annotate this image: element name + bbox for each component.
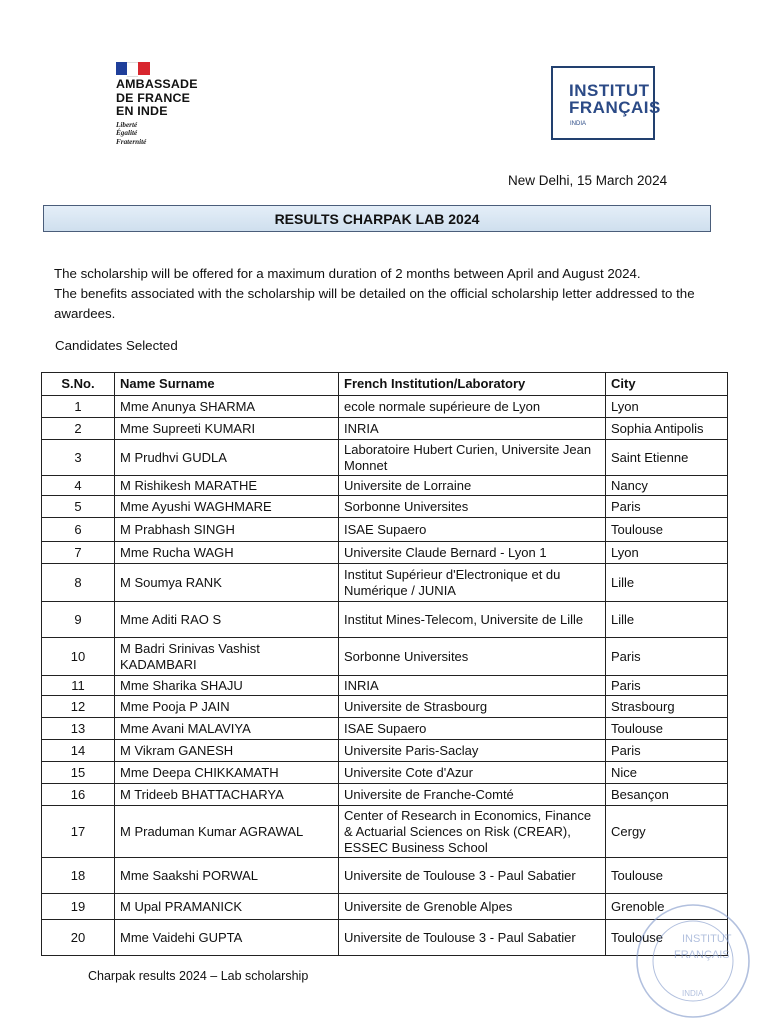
cell-city: Lyon — [606, 542, 728, 564]
cell-institution: INRIA — [339, 676, 606, 696]
cell-sno: 20 — [42, 920, 115, 956]
cell-name: M Badri Srinivas Vashist KADAMBARI — [115, 638, 339, 676]
cell-sno: 1 — [42, 396, 115, 418]
cell-institution: Universite Cote d'Azur — [339, 762, 606, 784]
cell-name: Mme Pooja P JAIN — [115, 696, 339, 718]
cell-name: M Vikram GANESH — [115, 740, 339, 762]
cell-institution: Universite Claude Bernard - Lyon 1 — [339, 542, 606, 564]
header-institution: French Institution/Laboratory — [339, 373, 606, 396]
cell-institution: Universite de Grenoble Alpes — [339, 894, 606, 920]
cell-city: Sophia Antipolis — [606, 418, 728, 440]
results-table — [41, 372, 728, 956]
cell-name: M Praduman Kumar AGRAWAL — [115, 806, 339, 858]
cell-city: Lille — [606, 564, 728, 602]
cell-sno: 17 — [42, 806, 115, 858]
cell-city: Saint Etienne — [606, 440, 728, 476]
embassy-name — [116, 78, 198, 119]
svg-text:FRANÇAIS: FRANÇAIS — [674, 949, 730, 961]
cell-city: Strasbourg — [606, 696, 728, 718]
cell-sno: 2 — [42, 418, 115, 440]
cell-city: Nancy — [606, 476, 728, 496]
table-row — [42, 496, 728, 518]
table-row — [42, 894, 728, 920]
page-title: RESULTS CHARPAK LAB 2024 — [274, 210, 480, 227]
cell-institution: Institut Supérieur d'Electronique et du Numérique / JUNIA — [339, 564, 606, 602]
table-row — [42, 920, 728, 956]
embassy-name-line: EN INDE — [116, 104, 168, 118]
header-name: Name Surname — [115, 373, 339, 396]
table-row — [42, 762, 728, 784]
cell-name: Mme Avani MALAVIYA — [115, 718, 339, 740]
cell-name: M Prabhash SINGH — [115, 518, 339, 542]
cell-name: Mme Rucha WAGH — [115, 542, 339, 564]
table-row — [42, 696, 728, 718]
svg-text:INDIA: INDIA — [682, 989, 704, 998]
table-row — [42, 518, 728, 542]
cell-sno: 11 — [42, 676, 115, 696]
footer-text: Charpak results 2024 – Lab scholarship — [88, 969, 309, 983]
cell-name: Mme Vaidehi GUPTA — [115, 920, 339, 956]
table-row — [42, 476, 728, 496]
table-row — [42, 638, 728, 676]
cell-sno: 12 — [42, 696, 115, 718]
cell-sno: 5 — [42, 496, 115, 518]
cell-sno: 8 — [42, 564, 115, 602]
header-sno: S.No. — [42, 373, 115, 396]
motto-line: Liberté — [116, 120, 138, 129]
cell-sno: 18 — [42, 858, 115, 894]
cell-city: Nice — [606, 762, 728, 784]
cell-institution: ecole normale supérieure de Lyon — [339, 396, 606, 418]
cell-institution: Institut Mines-Telecom, Universite de Lille — [339, 602, 606, 638]
cell-institution: Laboratoire Hubert Curien, Universite Jean Monnet — [339, 440, 606, 476]
cell-institution: ISAE Supaero — [339, 718, 606, 740]
institut-francais-logo — [551, 66, 661, 140]
document-date: New Delhi, 15 March 2024 — [508, 173, 668, 188]
title-banner — [43, 205, 711, 232]
table-row — [42, 396, 728, 418]
cell-name: M Prudhvi GUDLA — [115, 440, 339, 476]
motto-line: Égalité — [116, 129, 138, 138]
cell-city: Besançon — [606, 784, 728, 806]
cell-name: M Soumya RANK — [115, 564, 339, 602]
cell-institution: Sorbonne Universites — [339, 638, 606, 676]
cell-name: M Rishikesh MARATHE — [115, 476, 339, 496]
french-flag-icon — [116, 62, 150, 75]
cell-sno: 7 — [42, 542, 115, 564]
cell-sno: 3 — [42, 440, 115, 476]
cell-institution: Universite de Toulouse 3 - Paul Sabatier — [339, 858, 606, 894]
cell-name: Mme Anunya SHARMA — [115, 396, 339, 418]
embassy-name-line: AMBASSADE — [116, 77, 198, 91]
cell-sno: 15 — [42, 762, 115, 784]
table-row — [42, 564, 728, 602]
cell-institution: Sorbonne Universites — [339, 496, 606, 518]
cell-sno: 14 — [42, 740, 115, 762]
institut-stamp-seal — [630, 898, 756, 1024]
cell-institution: INRIA — [339, 418, 606, 440]
embassy-motto — [116, 121, 198, 147]
cell-city: Paris — [606, 676, 728, 696]
table-row — [42, 784, 728, 806]
cell-institution: Universite de Strasbourg — [339, 696, 606, 718]
cell-sno: 9 — [42, 602, 115, 638]
cell-name: Mme Supreeti KUMARI — [115, 418, 339, 440]
cell-city: Lyon — [606, 396, 728, 418]
cell-sno: 6 — [42, 518, 115, 542]
cell-sno: 19 — [42, 894, 115, 920]
intro-paragraph: The benefits associated with the scholarship will be detailed on the official scholarship letter addressed to the awardees. — [54, 286, 695, 321]
table-header-row — [42, 373, 728, 396]
cell-city: Paris — [606, 740, 728, 762]
cell-institution: Universite de Lorraine — [339, 476, 606, 496]
cell-name: Mme Aditi RAO S — [115, 602, 339, 638]
table-row — [42, 602, 728, 638]
section-subheading: Candidates Selected — [55, 338, 178, 353]
table-row — [42, 418, 728, 440]
institut-logo-line3: INDIA — [570, 121, 587, 127]
cell-city: Toulouse — [606, 718, 728, 740]
cell-city: Paris — [606, 496, 728, 518]
cell-institution: Universite Paris-Saclay — [339, 740, 606, 762]
cell-name: Mme Sharika SHAJU — [115, 676, 339, 696]
intro-paragraph: The scholarship will be offered for a maximum duration of 2 months between April and August 2024. — [54, 266, 641, 281]
table-row — [42, 806, 728, 858]
header-city: City — [606, 373, 728, 396]
institut-logo-line1: INSTITUT — [569, 81, 650, 100]
cell-sno: 13 — [42, 718, 115, 740]
intro-text — [54, 264, 724, 324]
cell-city: Toulouse — [606, 920, 728, 956]
cell-institution: Universite de Toulouse 3 - Paul Sabatier — [339, 920, 606, 956]
table-row — [42, 858, 728, 894]
cell-name: M Upal PRAMANICK — [115, 894, 339, 920]
cell-sno: 4 — [42, 476, 115, 496]
cell-sno: 16 — [42, 784, 115, 806]
table-row — [42, 440, 728, 476]
cell-city: Cergy — [606, 806, 728, 858]
cell-name: M Trideeb BHATTACHARYA — [115, 784, 339, 806]
cell-name: Mme Ayushi WAGHMARE — [115, 496, 339, 518]
cell-institution: Universite de Franche-Comté — [339, 784, 606, 806]
motto-line: Fraternité — [116, 137, 147, 146]
cell-city: Grenoble — [606, 894, 728, 920]
cell-city: Paris — [606, 638, 728, 676]
svg-text:INSTITUT: INSTITUT — [682, 933, 732, 945]
table-row — [42, 676, 728, 696]
cell-name: Mme Deepa CHIKKAMATH — [115, 762, 339, 784]
embassy-logo — [116, 62, 198, 146]
institut-logo-line2: FRANÇAIS — [569, 98, 661, 117]
cell-institution: ISAE Supaero — [339, 518, 606, 542]
table-row — [42, 740, 728, 762]
table-row — [42, 542, 728, 564]
cell-name: Mme Saakshi PORWAL — [115, 858, 339, 894]
table-row — [42, 718, 728, 740]
cell-institution: Center of Research in Economics, Finance & Actuarial Sciences on Risk (CREAR), ESSEC Business School — [339, 806, 606, 858]
cell-city: Toulouse — [606, 518, 728, 542]
cell-city: Toulouse — [606, 858, 728, 894]
cell-sno: 10 — [42, 638, 115, 676]
cell-city: Lille — [606, 602, 728, 638]
embassy-name-line: DE FRANCE — [116, 90, 191, 105]
